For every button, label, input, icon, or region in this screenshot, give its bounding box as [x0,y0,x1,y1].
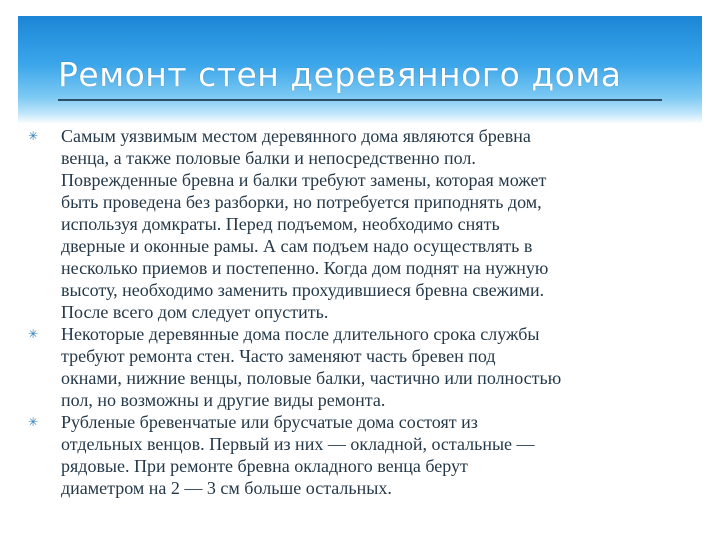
asterisk-bullet-icon: ✳ [27,327,39,341]
text-line: требуют ремонта стен. Часто заменяют часть бревен под [61,346,496,366]
text-line: высоту, необходимо заменить прохудившиеся бревна свежими. [61,280,545,300]
text-line: диаметром на 2 — 3 см больше остальных. [61,478,392,498]
text-line: пол, но возможны и другие виды ремонта. [61,390,386,410]
text-line: окнами, нижние венцы, половые балки, частично или полностью [61,368,562,388]
text-line: венца, а также половые балки и непосредственно пол. [61,148,476,168]
slide-title: Ремонт стен деревянного дома [58,55,622,94]
asterisk-bullet-icon: ✳ [27,129,39,143]
bullet-list [26,125,696,499]
bullet-item [26,125,696,323]
text-line: Поврежденные бревна и балки требуют замены, которая может [61,170,547,190]
text-line: несколько приемов и постепенно. Когда дом поднят на нужную [61,258,549,278]
text-line: Некоторые деревянные дома после длительного срока службы [61,324,540,344]
bullet-item [26,411,696,499]
asterisk-bullet-icon: ✳ [27,415,39,429]
title-underline [58,99,662,101]
text-line: Самым уязвимым местом деревянного дома являются бревна [61,126,531,146]
text-line: используя домкраты. Перед подъемом, необходимо снять [61,214,500,234]
text-line: рядовые. При ремонте бревна окладного венца берут [61,456,468,476]
text-line: Рубленые бревенчатые или брусчатые дома состоят из [61,412,478,432]
bullet-item [26,323,696,411]
text-line: После всего дом следует опустить. [61,302,329,322]
text-line: быть проведена без разборки, но потребуется приподнять дом, [61,192,542,212]
text-line: отдельных венцов. Первый из них — окладной, остальные — [61,434,535,454]
text-line: дверные и оконные рамы. А сам подъем надо осуществлять в [61,236,533,256]
